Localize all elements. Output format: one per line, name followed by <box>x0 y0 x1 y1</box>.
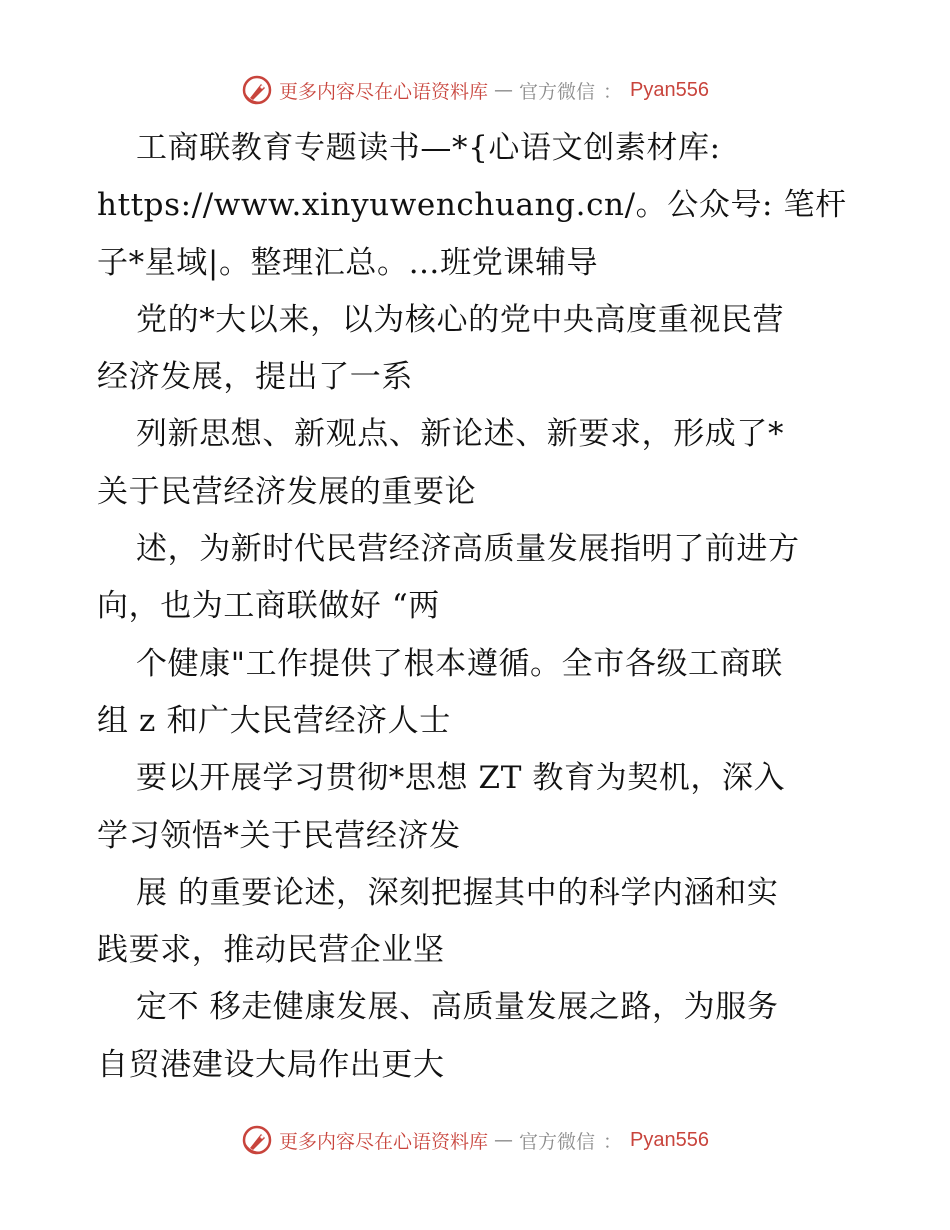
footer-banner-content <box>241 1124 709 1156</box>
body-line: 党的*大以来，以为核心的党中央高度重视民营 <box>136 301 785 338</box>
body-line: 列新思想、新观点、新论述、新要求，形成了* <box>136 416 785 453</box>
body-line: 自贸港建设大局作出更大 <box>97 1046 445 1083</box>
body-line: 要以开展学习贯彻*思想 ZT 教育为契机，深入 <box>136 760 786 797</box>
banner-wechat-label: 官方微信 <box>519 80 596 103</box>
banner-wechat-id: Pyan556 <box>630 78 709 101</box>
pen-nib-logo-icon <box>241 74 273 106</box>
banner-site-text: 更多内容尽在心语资料库 <box>278 1130 488 1153</box>
banner-wechat-label: 官方微信 <box>519 1130 596 1153</box>
banner-dash: — <box>494 79 513 101</box>
body-line: 组 z 和广大民营经济人士 <box>97 702 451 739</box>
body-line: 践要求，推动民营企业坚 <box>97 932 445 969</box>
body-line: https://www.xinyuwenchuang.cn/。公众号: 笔杆 <box>97 187 847 224</box>
body-line: 子*星域|。整理汇总。…班党课辅导 <box>97 244 599 281</box>
body-line: 述，为新时代民营经济高质量发展指明了前进方 <box>136 531 800 568</box>
footer-watermark-banner <box>0 1120 950 1160</box>
body-line: 定不 移走健康发展、高质量发展之路，为服务 <box>136 989 779 1026</box>
body-line: 展 的重要论述，深刻把握其中的科学内涵和实 <box>136 874 779 911</box>
document-body <box>97 120 857 1094</box>
banner-colon: ： <box>603 80 623 103</box>
body-line: 关于民营经济发展的重要论 <box>97 473 477 510</box>
banner-dash: — <box>494 1129 513 1151</box>
banner-site-text: 更多内容尽在心语资料库 <box>278 80 488 103</box>
body-line: 向，也为工商联做好 “两 <box>97 588 440 625</box>
body-line: 学习领悟*关于民营经济发 <box>97 817 461 854</box>
banner-colon: ： <box>603 1130 623 1153</box>
header-watermark-banner <box>0 70 950 110</box>
body-line: 工商联教育专题读书—*{心语文创素材库: <box>136 130 721 166</box>
banner-wechat-id: Pyan556 <box>630 1128 709 1151</box>
header-banner-content <box>241 74 709 106</box>
body-line: 个健康"工作提供了根本遵循。全市各级工商联 <box>136 645 783 682</box>
body-line: 经济发展，提出了一系 <box>97 359 413 396</box>
pen-nib-logo-icon <box>241 1124 273 1156</box>
